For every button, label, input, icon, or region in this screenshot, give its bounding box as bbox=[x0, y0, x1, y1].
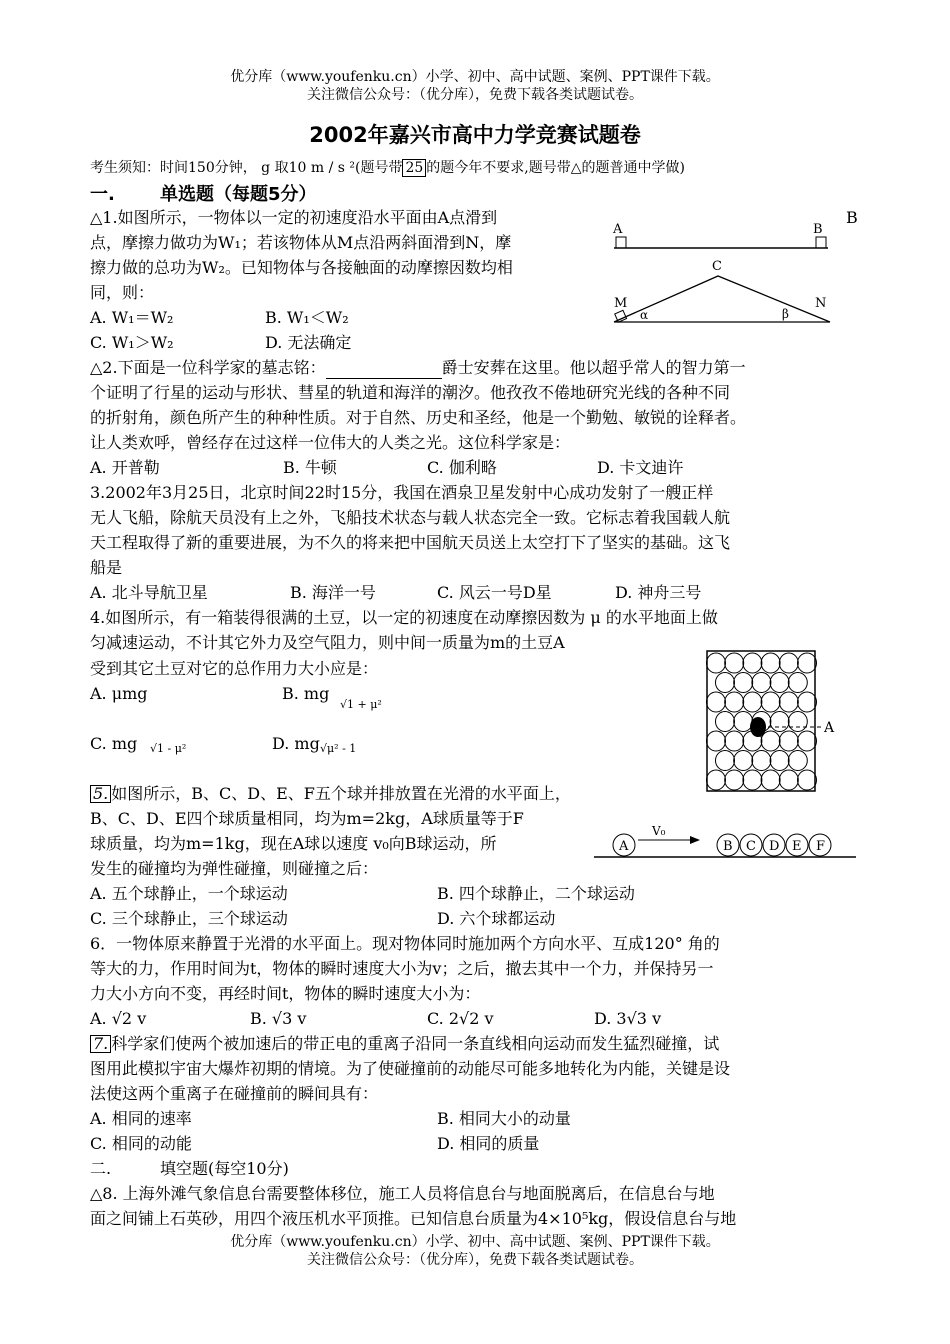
potato bbox=[707, 692, 726, 712]
footer-line-1: 优分库（www.youfenku.cn）小学、初中、高中试题、案例、PPT课件下载。 bbox=[230, 1234, 720, 1250]
q3-option-c: C. 风云一号D星 bbox=[437, 583, 552, 602]
q6-option-a: A. √2 v bbox=[90, 1009, 147, 1028]
potato bbox=[716, 673, 735, 693]
q1-option-d: D. 无法确定 bbox=[265, 333, 352, 352]
potato bbox=[734, 712, 753, 732]
potato bbox=[779, 770, 798, 790]
q6-line: 等大的力，作用时间为t，物体的瞬时速度大小为v；之后，撤去其中一个力，并保持另一 bbox=[90, 959, 714, 978]
q7-option-b: B. 相同大小的动量 bbox=[437, 1109, 571, 1128]
potato-a bbox=[750, 717, 766, 737]
q4-option-c: C. mg bbox=[90, 734, 138, 753]
q2-option-a: A. 开普勒 bbox=[90, 458, 160, 477]
header-line-2: 关注微信公众号：（优分库），免费下载各类试题试卷。 bbox=[307, 87, 643, 103]
potato bbox=[770, 673, 789, 693]
potato bbox=[770, 751, 789, 771]
potato bbox=[752, 751, 771, 771]
fig1-label-a: A bbox=[613, 222, 623, 237]
potato bbox=[734, 751, 753, 771]
q5-option-d: D. 六个球都运动 bbox=[437, 909, 556, 928]
q1-line: 擦力做的总功为W₂。已知物体与各接触面的动摩擦因数均相 bbox=[90, 258, 513, 277]
q8-line: 面之间铺上石英砂，用四个液压机水平顶推。已知信息台质量为4×10⁵kg，假设信息台与地 bbox=[90, 1209, 737, 1228]
q7-option-c: C. 相同的动能 bbox=[90, 1134, 192, 1153]
fig1-label-b: B bbox=[813, 222, 823, 237]
q3-line: 天工程取得了新的重要进展，为不久的将来把中国航天员送上太空打下了坚实的基础。这飞 bbox=[90, 533, 731, 552]
q6-line: 力大小方向不变，再经时间t，物体的瞬时速度大小为： bbox=[90, 984, 481, 1003]
q4-figure bbox=[706, 650, 856, 792]
fig1-label-c: C bbox=[712, 259, 722, 274]
q5-line: 发生的碰撞均为弹性碰撞，则碰撞之后： bbox=[90, 859, 379, 878]
q4-line: 受到其它土豆对它的总作用力大小应是： bbox=[90, 659, 379, 678]
q4-root-d: √μ² - 1 bbox=[320, 742, 357, 755]
potato bbox=[716, 712, 735, 732]
q7-line: 图用此模拟宇宙大爆炸初期的情境。为了使碰撞前的动能尽可能多地转化为内能，关键是设 bbox=[90, 1059, 731, 1078]
q5-line-text: 如图所示，B、C、D、E、F五个球并排放置在光滑的水平面上， bbox=[111, 784, 571, 803]
potato bbox=[761, 653, 780, 673]
potato bbox=[788, 673, 807, 693]
q2-blank bbox=[326, 364, 442, 379]
q7-option-d: D. 相同的质量 bbox=[437, 1134, 540, 1153]
q2-line bbox=[90, 357, 746, 379]
potato bbox=[798, 770, 817, 790]
notice-boxed-number: 25 bbox=[402, 159, 426, 177]
potato bbox=[707, 731, 726, 751]
q6-line: 6．一物体原来静置于光滑的水平面上。现对物体同时施加两个方向水平、互成120° 角的 bbox=[90, 934, 720, 953]
potato bbox=[725, 692, 744, 712]
potato bbox=[725, 770, 744, 790]
potato bbox=[707, 770, 726, 790]
potato bbox=[798, 731, 817, 751]
potato bbox=[798, 692, 817, 712]
q5-option-a: A. 五个球静止，一个球运动 bbox=[90, 884, 288, 903]
section1-number: 一. bbox=[90, 184, 115, 205]
q2-line: 让人类欢呼，曾经存在过这样一位伟大的人类之光。这位科学家是： bbox=[90, 433, 571, 452]
potato-a-label: A bbox=[824, 720, 835, 736]
page-title: 2002年嘉兴市高中力学竞赛试题卷 bbox=[309, 123, 641, 147]
fig1-label-m: M bbox=[614, 296, 628, 311]
q5-option-c: C. 三个球静止，三个球运动 bbox=[90, 909, 288, 928]
q1-line: △1.如图所示，一物体以一定的初速度沿水平面由A点滑到 bbox=[90, 208, 498, 227]
potato bbox=[725, 731, 744, 751]
q5-number-box: 5. bbox=[90, 785, 111, 803]
fig1-beta: β bbox=[782, 307, 789, 321]
potato bbox=[761, 731, 780, 751]
header-line-1: 优分库（www.youfenku.cn）小学、初中、高中试题、案例、PPT课件下载。 bbox=[230, 69, 720, 85]
q1-b-label: B bbox=[846, 208, 858, 227]
q2-option-d: D. 卡文迪许 bbox=[597, 458, 684, 477]
ball-f-label: F bbox=[816, 839, 826, 854]
potato bbox=[770, 712, 789, 732]
potato bbox=[734, 673, 753, 693]
q1-option-a: A. W₁＝W₂ bbox=[90, 308, 174, 327]
notice-suffix: 的题今年不要求,题号带△的题普通中学做) bbox=[426, 160, 685, 176]
q5-line: 球质量，均为m=1kg，现在A球以速度 v₀向B球运动，所 bbox=[90, 834, 497, 853]
exam-notice bbox=[90, 158, 685, 178]
q5-option-b: B. 四个球静止，二个球运动 bbox=[437, 884, 635, 903]
q2-line: 的折射角，颜色所产生的种种性质。对于自然、历史和圣经，他是一个勤勉、敏锐的诠释者。 bbox=[90, 408, 747, 427]
ball-c-label: C bbox=[746, 839, 756, 854]
q4-option-a: A. μmg bbox=[90, 684, 148, 703]
q1-line: 同，则： bbox=[90, 283, 155, 302]
q8-line: △8. 上海外滩气象信息台需要整体移位，施工人员将信息台与地面脱离后，在信息台与地 bbox=[90, 1184, 715, 1203]
q5-line bbox=[90, 783, 571, 805]
potato bbox=[725, 653, 744, 673]
q7-option-a: A. 相同的速率 bbox=[90, 1109, 192, 1128]
section2-number: 二. bbox=[90, 1159, 112, 1178]
q7-number-box: 7. bbox=[90, 1035, 111, 1053]
q5-figure bbox=[590, 822, 860, 862]
ball-d-label: D bbox=[769, 839, 780, 854]
q4-line: 匀减速运动，不计其它外力及空气阻力，则中间一质量为m的土豆A bbox=[90, 633, 565, 652]
q3-line: 无人飞船，除航天员没有上之外，飞船技术状态与载人状态完全一致。它标志着我国载人航 bbox=[90, 508, 731, 527]
ball-e-label: E bbox=[792, 839, 802, 854]
potato bbox=[761, 692, 780, 712]
q2-line1-rest: 爵士安葬在这里。他以超乎常人的智力第一 bbox=[441, 358, 746, 377]
q1-option-b: B. W₁＜W₂ bbox=[265, 308, 349, 327]
q6-option-d: D. 3√3 v bbox=[594, 1009, 662, 1028]
fig1-label-n: N bbox=[815, 296, 827, 311]
potato-group bbox=[707, 653, 817, 790]
q3-line: 船是 bbox=[90, 558, 123, 577]
q7-line: 法使这两个重离子在碰撞前的瞬间具有： bbox=[90, 1084, 379, 1103]
potato bbox=[779, 692, 798, 712]
q3-option-a: A. 北斗导航卫星 bbox=[90, 583, 208, 602]
ball-a-label: A bbox=[619, 839, 629, 854]
v0-label: V₀ bbox=[652, 824, 666, 838]
q4-option-b: B. mg bbox=[282, 684, 330, 703]
potato bbox=[788, 712, 807, 732]
q4-line: 4.如图所示，有一箱装得很满的土豆，以一定的初速度在动摩擦因数为 μ 的水平地面上做 bbox=[90, 608, 718, 627]
potato bbox=[716, 751, 735, 771]
potato bbox=[779, 731, 798, 751]
q6-option-b: B. √3 v bbox=[250, 1009, 307, 1028]
q2-option-b: B. 牛顿 bbox=[283, 458, 337, 477]
q1-option-c: C. W₁＞W₂ bbox=[90, 333, 174, 352]
potato bbox=[752, 673, 771, 693]
q3-option-b: B. 海洋一号 bbox=[290, 583, 376, 602]
q2-prefix: △2.下面是一位科学家的墓志铭： bbox=[90, 358, 326, 377]
potato bbox=[779, 653, 798, 673]
potato bbox=[788, 751, 807, 771]
q1-figure bbox=[600, 215, 840, 330]
q6-option-c: C. 2√2 v bbox=[427, 1009, 494, 1028]
ball-b-label: B bbox=[723, 839, 733, 854]
potato bbox=[761, 770, 780, 790]
fig1-alpha: α bbox=[640, 308, 649, 322]
q4-root-b: √1 + μ² bbox=[340, 698, 382, 711]
q5-line: B、C、D、E四个球质量相同，均为m=2kg，A球质量等于F bbox=[90, 809, 524, 828]
q1-line: 点，摩擦力做功为W₁；若该物体从M点沿两斜面滑到N，摩 bbox=[90, 233, 512, 252]
q7-line-text: 科学家们使两个被加速后的带正电的重离子沿同一条直线相向运动而发生猛烈碰撞，试 bbox=[111, 1034, 720, 1053]
q4-root-c: √1 - μ² bbox=[150, 742, 187, 755]
section2-heading: 填空题(每空10分) bbox=[160, 1159, 289, 1178]
q2-line: 个证明了行星的运动与形状、彗星的轨道和海洋的潮汐。他孜孜不倦地研究光线的各种不同 bbox=[90, 383, 731, 402]
footer-line-2: 关注微信公众号：（优分库），免费下载各类试题试卷。 bbox=[307, 1252, 643, 1268]
potato bbox=[743, 653, 762, 673]
q2-option-c: C. 伽利略 bbox=[427, 458, 497, 477]
potato bbox=[707, 653, 726, 673]
potato bbox=[743, 770, 762, 790]
q3-line: 3.2002年3月25日，北京时间22时15分，我国在酒泉卫星发射中心成功发射了一艘正样 bbox=[90, 483, 714, 502]
section1-heading: 单选题（每题5分） bbox=[160, 184, 317, 205]
potato bbox=[743, 692, 762, 712]
notice-prefix: 考生须知：时间150分钟， g 取10 m / s ²(题号带 bbox=[90, 160, 403, 176]
q7-line bbox=[90, 1033, 719, 1055]
q3-option-d: D. 神舟三号 bbox=[615, 583, 702, 602]
q4-option-d: D. mg bbox=[272, 734, 320, 753]
potato bbox=[798, 653, 817, 673]
